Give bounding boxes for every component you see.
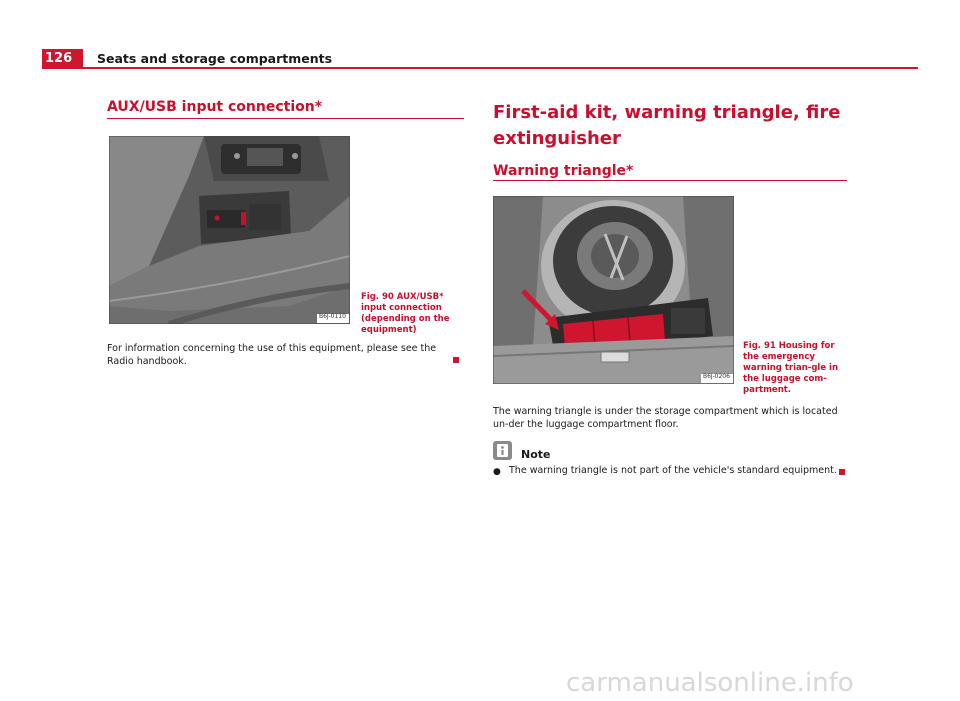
figure-90-caption: Fig. 90 AUX/USB* input connection (depending on the equipment): [361, 292, 450, 335]
figure-code: B6J-0110: [319, 313, 346, 320]
note-label: Note: [521, 448, 551, 461]
aux-usb-heading: AUX/USB input connection*: [107, 99, 323, 115]
section-title: Seats and storage compartments: [97, 51, 333, 66]
page-number: 126: [42, 49, 83, 68]
aux-usb-body-text: For information concerning the use of this equipment, please see the Radio handbook.: [107, 343, 437, 367]
header-rule: [42, 67, 918, 69]
aux-usb-illustration: [109, 136, 350, 324]
note-icon: [493, 441, 512, 460]
watermark: carmanualsonline.info: [566, 668, 854, 698]
figure-code: B6J-0206: [703, 373, 730, 380]
note-bullet-text: The warning triangle is not part of the vehicle's standard equipment.: [509, 465, 837, 476]
warning-heading-rule: [493, 180, 847, 181]
warning-triangle-body-text: The warning triangle is under the storage compartment which is located un-der the luggage compartment floor.: [493, 406, 838, 430]
warning-triangle-figure: [493, 196, 734, 384]
aux-heading-rule: [107, 118, 464, 119]
bullet-marker: ●: [493, 467, 501, 477]
warning-triangle-subheading: Warning triangle*: [493, 163, 634, 179]
first-aid-heading: First-aid kit, warning triangle, fire extinguisher: [493, 102, 841, 149]
luggage-compartment-illustration: [493, 196, 734, 384]
section-end-marker: [453, 357, 459, 363]
aux-usb-figure: [109, 136, 350, 324]
figure-91-caption: Fig. 91 Housing for the emergency warning trian-gle in the luggage com-partment.: [743, 341, 839, 395]
section-end-marker: [839, 469, 845, 475]
